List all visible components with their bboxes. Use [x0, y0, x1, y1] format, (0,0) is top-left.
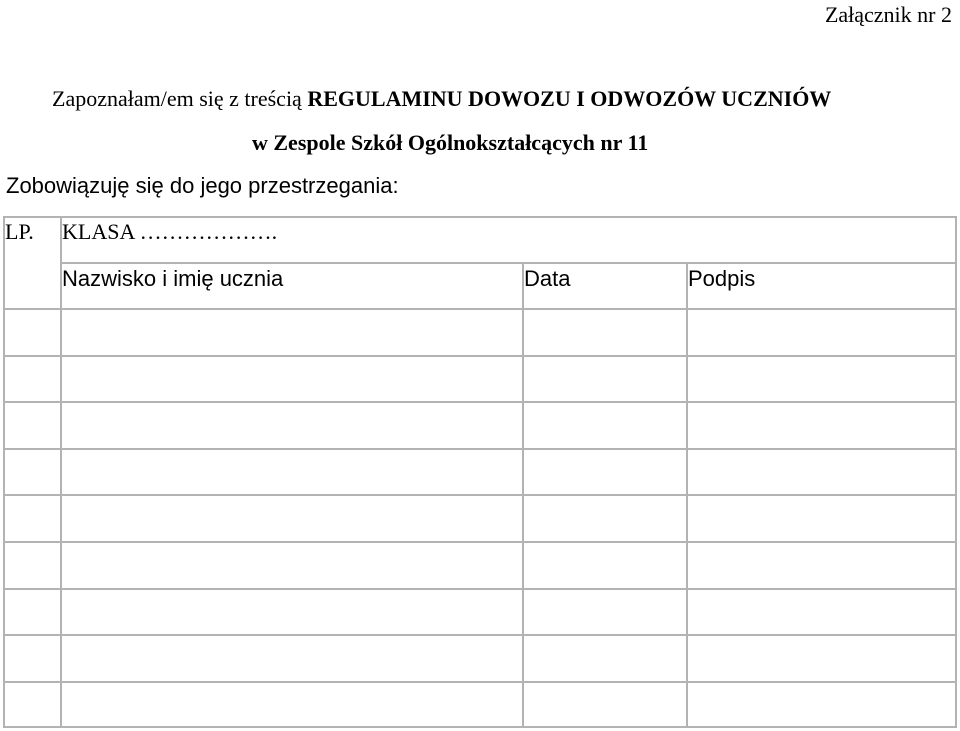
date-column-divider: [686, 262, 688, 728]
header-row-divider: [3, 308, 956, 310]
intro-text: Zapoznałam/em się z treścią: [52, 86, 308, 111]
table-top-border: [3, 216, 956, 218]
class-header: KLASA ……………….: [62, 219, 278, 244]
table-right-border: [955, 216, 957, 728]
lp-header: LP.: [5, 219, 34, 244]
intro-line: [52, 86, 831, 112]
table-row-divider: [3, 541, 956, 543]
table-row-divider: [3, 634, 956, 636]
lp-column-divider: [60, 216, 62, 728]
school-name: w Zespole Szkół Ogólnokształcących nr 11: [252, 130, 649, 155]
signature-table: [3, 216, 956, 728]
attachment-number: Załącznik nr 2: [824, 2, 952, 27]
table-row-divider: [3, 494, 956, 496]
class-row-divider: [60, 262, 956, 264]
table-row-divider: [3, 448, 956, 450]
table-left-border: [3, 216, 5, 728]
column-header-date: Data: [524, 266, 571, 291]
pledge-text: Zobowiązuję się do jego przestrzegania:: [6, 173, 399, 198]
regulation-title: REGULAMINU DOWOZU I ODWOZÓW UCZNIÓW: [307, 86, 832, 111]
column-header-signature: Podpis: [688, 266, 756, 291]
table-row-divider: [3, 726, 956, 728]
table-row-divider: [3, 401, 956, 403]
name-column-divider: [522, 262, 524, 728]
table-row-divider: [3, 355, 956, 357]
table-row-divider: [3, 588, 956, 590]
table-row-divider: [3, 681, 956, 683]
column-header-name: Nazwisko i imię ucznia: [62, 266, 284, 291]
